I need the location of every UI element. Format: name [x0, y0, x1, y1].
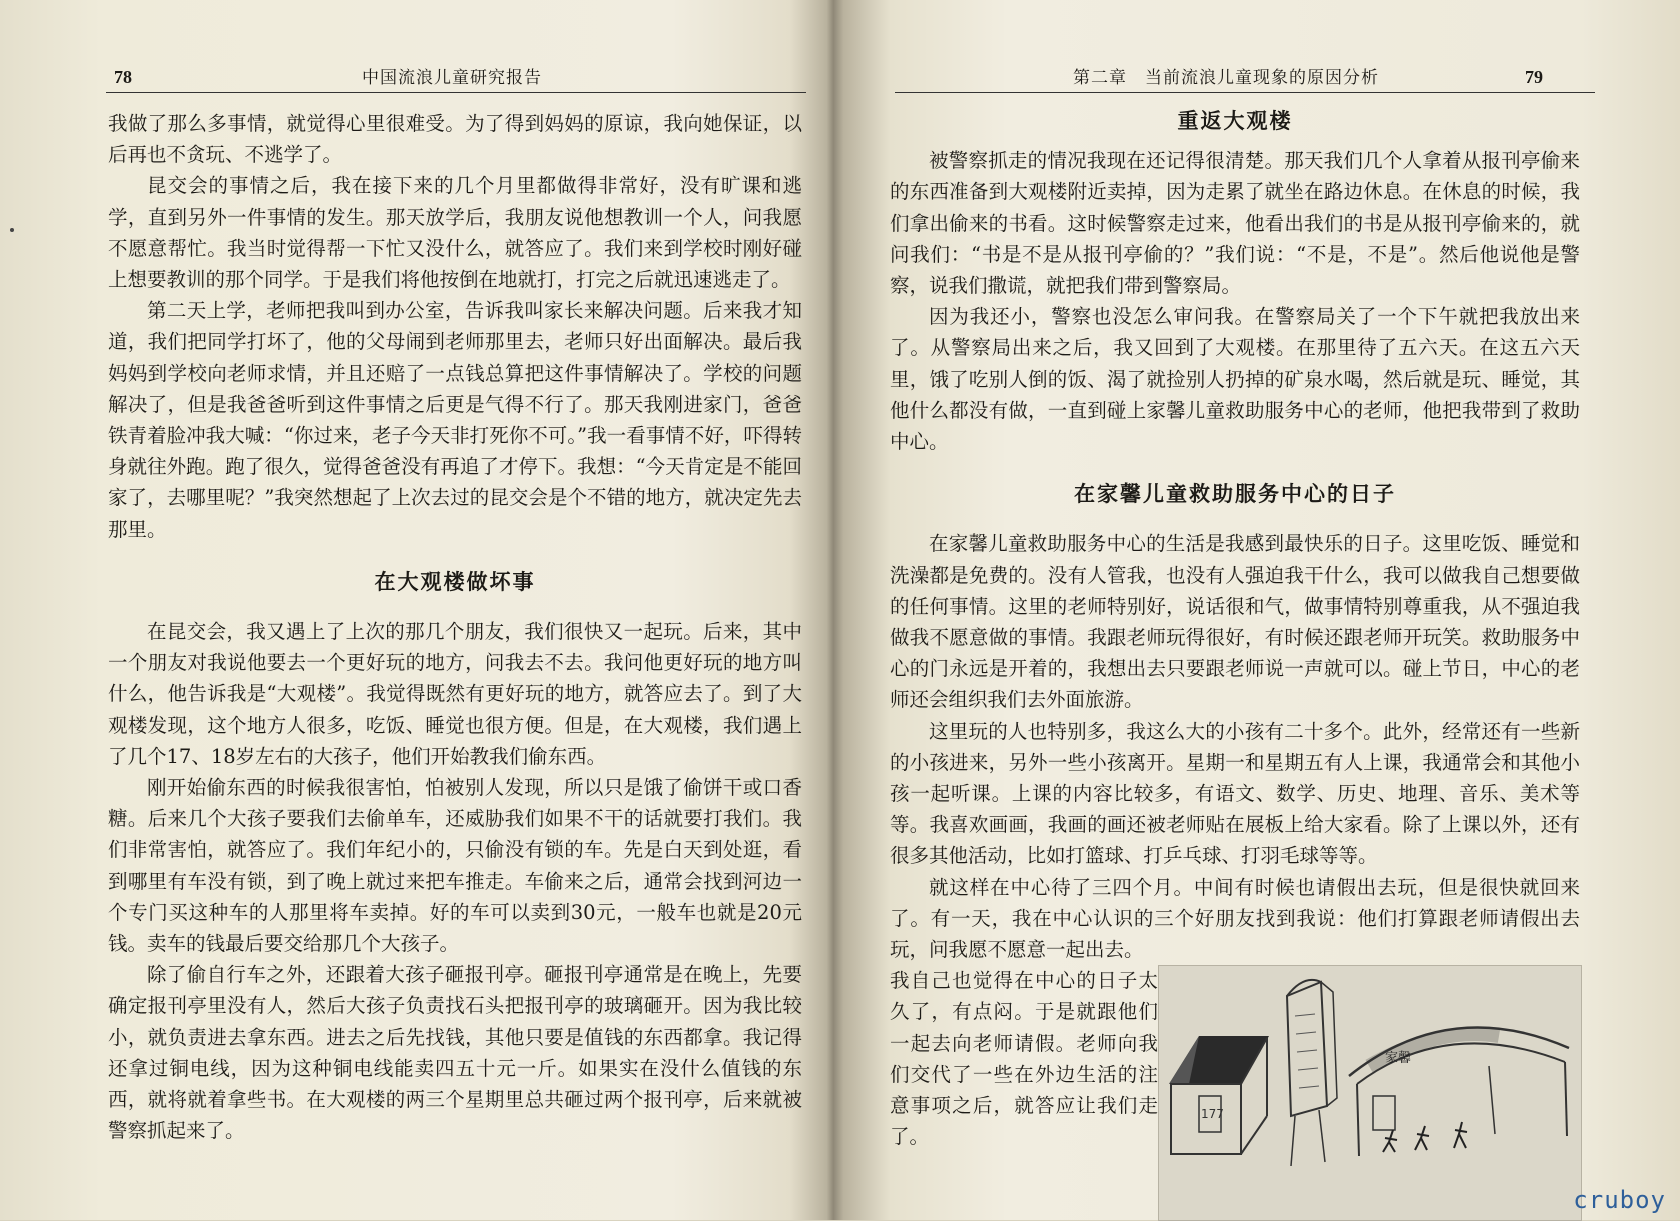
paragraph: 除了偷自行车之外，还跟着大孩子砸报刊亭。砸报刊亭通常是在晚上，先要确定报刊亭里没有人，然后大孩子负责找石头把报刊亭的玻璃砸开。因为我比较小，就负责进去拿东西。进去之后先找钱，其他只要是值钱的东西都拿。我记得还拿过铜电线，因为这种铜电线能卖四五十元一斤。如果实在没什么值钱的东西，就将就着拿些书。在大观楼的两三个星期里总共砸过两个报刊亭，后来就被警察抓起来了。 [108, 963, 802, 1143]
paragraph: 被警察抓走的情况我现在还记得很清楚。那天我们几个人拿着从报刊亭偷来的东西准备到大观楼附近卖掉，因为走累了就坐在路边休息。在休息的时候，我们拿出偷来的书看。这时候警察走过来，他看出我们的书是从报刊亭偷来的，就问我们：“书是不是从报刊亭偷的？”我们说：“不是，不是”。然后他说他是警察，说我们撒谎，就把我们带到警察局。 [890, 149, 1580, 298]
paragraph: 在昆交会，我又遇上了上次的那几个朋友，我们很快又一起玩。后来，其中一个朋友对我说他要去一个更好玩的地方，问我去不去。我问他更好玩的地方叫什么，他告诉我是“大观楼”。我觉得既然有更好玩的地方，就答应去了。到了大观楼发现，这个地方人很多，吃饭、睡觉也很方便。但是，在大观楼，我们遇上了几个17、18岁左右的大孩子，他们开始教我们偷东西。 [108, 620, 802, 768]
paragraph: 刚开始偷东西的时候我很害怕，怕被别人发现，所以只是饿了偷饼干或口香糖。后来几个大孩子要我们去偷单车，还威胁我们如果不干的话就要打我们。我们非常害怕，就答应了。我们年纪小的，只偷没有锁的车。先是白天到处逛，看到哪里有车没有锁，到了晚上就过来把车推走。车偷来之后，通常会找到河边一个专门买这种车的人那里将车卖掉。好的车可以卖到30元，一般车也就是20元钱。卖车的钱最后要交给那几个大孩子。 [108, 776, 802, 956]
child-drawing-image [1158, 965, 1582, 1221]
right-running-title: 第二章 当前流浪儿童现象的原因分析 [1073, 68, 1379, 88]
section-title: 在大观楼做坏事 [374, 569, 536, 594]
right-page-header [895, 62, 1595, 93]
left-running-title: 中国流浪儿童研究报告 [362, 68, 542, 88]
paragraph: 我做了那么多事情，就觉得心里很难受。为了得到妈妈的原谅，我向她保证，以后再也不贪玩、不逃学了。 [108, 112, 802, 167]
figure-area [890, 965, 1580, 1152]
left-page-header [106, 62, 806, 93]
paragraph: 就这样在中心待了三四个月。中间有时候也请假出去玩，但是很快就回来了。有一天，我在中心认识的三个好朋友找到我说：他们打算跟老师请假出去玩，问我愿不愿意一起出去。 [890, 875, 1580, 962]
drawing-illustration [1159, 966, 1581, 1220]
right-page [850, 0, 1680, 1220]
section-title: 在家馨儿童救助服务中心的日子 [1074, 482, 1396, 507]
paragraph: 昆交会的事情之后，我在接下来的几个月里都做得非常好，没有旷课和逃学，直到另外一件事情的发生。那天放学后，我朋友说他想教训一个人，问我愿不愿意帮忙。我当时觉得帮一下忙又没什么，就答应了。我们来到学校时刚好碰上想要教训的那个同学。于是我们将他按倒在地就打，打完之后就迅速逃走了。 [108, 174, 802, 292]
left-page-number: 78 [114, 67, 132, 87]
left-page [0, 0, 830, 1220]
door-label: 177 [1201, 1107, 1224, 1122]
paragraph: 在家馨儿童救助服务中心的生活是我感到最快乐的日子。这里吃饭、睡觉和洗澡都是免费的。没有人管我，也没有人强迫我干什么，我可以做我自己想要做的任何事情。这里的老师特别好，说话很和气，做事情特别尊重我，从不强迫我做我不愿意做的事情。我跟老师玩得很好，有时候还跟老师开玩笑。救助服务中心的门永远是开着的，我想出去只要跟老师说一声就可以。碰上节日，中心的老师还会组织我们去外面旅游。 [890, 532, 1580, 712]
paragraph: 因为我还小，警察也没怎么审问我。在警察局关了一个下午就把我放出来了。从警察局出来之后，我又回到了大观楼。在那里待了五六天。在这五六天里，饿了吃别人倒的饭、渴了就捡别人扔掉的矿泉水喝，然后就是玩、睡觉，其他什么都没有做，一直到碰上家馨儿童救助服务中心的老师，他把我带到了救助中心。 [890, 305, 1580, 454]
right-page-number: 79 [1525, 67, 1543, 87]
paragraph: 这里玩的人也特别多，我这么大的小孩有二十多个。此外，经常还有一些新的小孩进来，另外一些小孩离开。星期一和星期五有人上课，我通常会和其他小孩一起听课。上课的内容比较多，有语文、数学、历史、地理、音乐、美术等等。我喜欢画画，我画的画还被老师贴在展板上给大家看。除了上课以外，还有很多其他活动，比如打篮球、打乒乓球、打羽毛球等等。 [890, 719, 1580, 868]
float-text [890, 965, 1158, 1152]
section-title: 重返大观楼 [1177, 109, 1293, 133]
paragraph: 第二天上学，老师把我叫到办公室，告诉我叫家长来解决问题。后来我才知道，我们把同学打坏了，他的父母闹到老师那里去，老师只好出面解决。最后我妈妈到学校向老师求情，并且还赔了一点钱总算把这件事情解决了。学校的问题解决了，但是我爸爸听到这件事情之后更是气得不行了。那天我刚进家门，爸爸铁青着脸冲我大喊：“你过来，老子今天非打死你不可。”我一看事情不好，吓得转身就往外跑。跑了很久，觉得爸爸没有再追了才停下。我想：“今天肯定是不能回家了，去哪里呢？”我突然想起了上次去过的昆交会是个不错的地方，就决定先去那里。 [108, 299, 802, 541]
paragraph: 我自己也觉得在中心的日子太久了，有点闷。于是就跟他们一起去向老师请假。老师向我们交代了一些在外边生活的注意事项之后，就答应让我们走了。 [890, 969, 1158, 1149]
watermark: cruboy [1573, 1186, 1666, 1214]
right-page-body [890, 106, 1580, 1153]
left-page-body [108, 108, 802, 1147]
drawing-sign-text: 家馨 [1385, 1051, 1412, 1067]
